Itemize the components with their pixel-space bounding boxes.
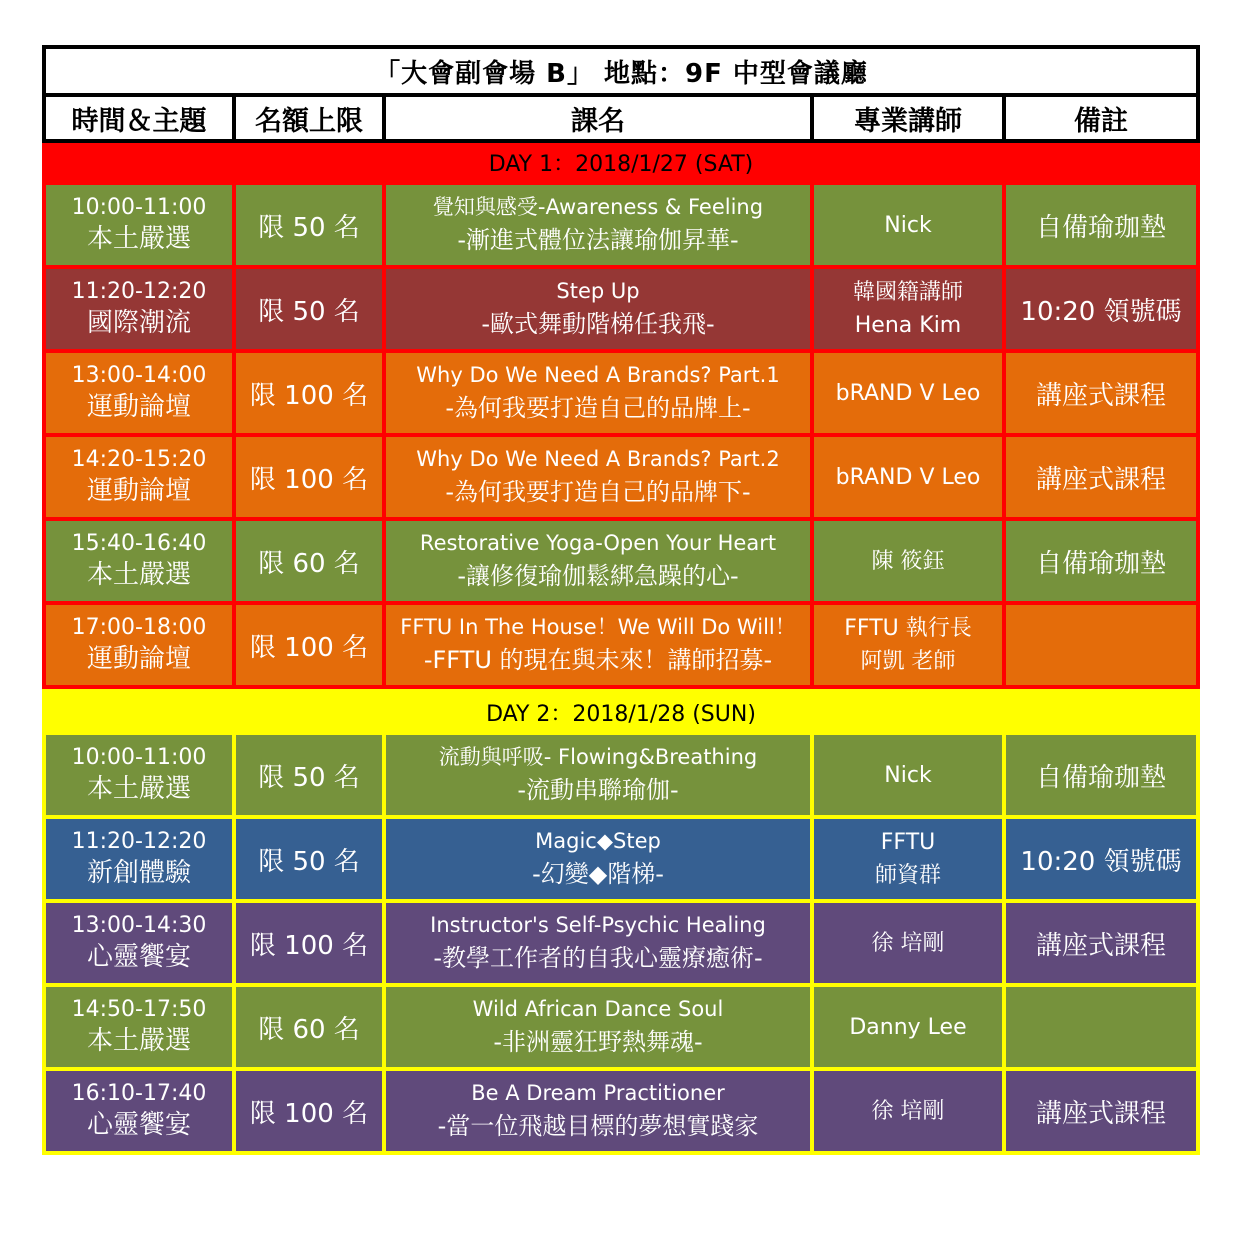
course-name: FFTU In The House！We Will Do Will！ — [400, 615, 796, 640]
day-section-2 — [44, 691, 1198, 1153]
session-limit: 限 100 名 — [234, 603, 384, 687]
session-time-topic-cell — [44, 901, 234, 985]
day-label: DAY 1：2018/1/27 (SAT) — [44, 141, 1198, 183]
session-time: 13:00-14:30 — [71, 912, 207, 938]
session-time-topic-cell — [44, 603, 234, 687]
teacher-line-1: Nick — [884, 762, 932, 788]
session-row — [44, 733, 1198, 817]
course-subtitle: -教學工作者的自我心靈療癒術- — [433, 943, 763, 972]
session-teacher-cell — [812, 183, 1004, 267]
session-note: 講座式課程 — [1004, 1069, 1198, 1153]
session-time: 16:10-17:40 — [71, 1080, 207, 1106]
session-note: 自備瑜珈墊 — [1004, 733, 1198, 817]
day-label: DAY 2：2018/1/28 (SUN) — [44, 691, 1198, 733]
teacher-line-1: 陳 筱鈺 — [871, 548, 945, 574]
session-time: 14:50-17:50 — [71, 996, 207, 1022]
course-name: 覺知與感受-Awareness & Feeling — [432, 195, 764, 220]
course-subtitle: -流動串聯瑜伽- — [517, 775, 679, 804]
course-subtitle: -為何我要打造自己的品牌上- — [445, 393, 751, 422]
session-topic: 本土嚴選 — [86, 224, 191, 255]
session-course-cell — [384, 519, 812, 603]
session-time-topic-cell — [44, 435, 234, 519]
session-time-topic-cell — [44, 519, 234, 603]
column-header-limit: 名額上限 — [234, 95, 384, 141]
venue-title: 「大會副會場 B」 地點：9F 中型會議廳 — [44, 47, 1198, 95]
day-section-1 — [44, 141, 1198, 691]
session-row — [44, 267, 1198, 351]
session-limit: 限 50 名 — [234, 183, 384, 267]
session-teacher-cell — [812, 1069, 1004, 1153]
day-header-row — [44, 691, 1198, 733]
course-subtitle: -非洲靈狂野熱舞魂- — [493, 1027, 703, 1056]
session-note: 講座式課程 — [1004, 901, 1198, 985]
session-time: 11:20-12:20 — [71, 828, 207, 854]
session-topic: 本土嚴選 — [86, 1026, 191, 1057]
course-subtitle: -當一位飛越目標的夢想實踐家 — [437, 1111, 759, 1140]
session-time: 10:00-11:00 — [71, 744, 207, 770]
session-topic: 心靈饗宴 — [86, 942, 191, 973]
session-limit: 限 100 名 — [234, 435, 384, 519]
teacher-line-1: FFTU — [880, 830, 936, 855]
course-subtitle: -為何我要打造自己的品牌下- — [445, 477, 751, 506]
session-teacher-cell — [812, 901, 1004, 985]
session-row — [44, 603, 1198, 687]
course-subtitle: -漸進式體位法讓瑜伽昇華- — [457, 225, 739, 254]
session-topic: 運動論壇 — [86, 644, 191, 675]
session-note: 10:20 領號碼 — [1004, 817, 1198, 901]
session-topic: 運動論壇 — [86, 392, 191, 423]
session-time: 15:40-16:40 — [71, 530, 207, 556]
session-time-topic-cell — [44, 183, 234, 267]
session-course-cell — [384, 603, 812, 687]
session-topic: 本土嚴選 — [86, 560, 191, 591]
teacher-line-1: 徐 培剛 — [871, 1098, 945, 1124]
session-course-cell — [384, 817, 812, 901]
course-name: Wild African Dance Soul — [472, 997, 724, 1022]
session-course-cell — [384, 733, 812, 817]
session-limit: 限 100 名 — [234, 1069, 384, 1153]
session-time: 14:20-15:20 — [71, 446, 207, 472]
session-time-topic-cell — [44, 985, 234, 1069]
column-header-course: 課名 — [384, 95, 812, 141]
session-note — [1004, 985, 1198, 1069]
session-teacher-cell — [812, 267, 1004, 351]
teacher-line-1: FFTU 執行長 — [844, 616, 972, 641]
session-note: 10:20 領號碼 — [1004, 267, 1198, 351]
teacher-line-1: bRAND V Leo — [835, 380, 981, 406]
session-time-topic-cell — [44, 351, 234, 435]
table-header — [44, 47, 1198, 141]
session-row — [44, 985, 1198, 1069]
session-limit: 限 100 名 — [234, 351, 384, 435]
session-teacher-cell — [812, 351, 1004, 435]
session-row — [44, 519, 1198, 603]
session-row — [44, 817, 1198, 901]
session-time: 13:00-14:00 — [71, 362, 207, 388]
session-note — [1004, 603, 1198, 687]
teacher-line-1: 徐 培剛 — [871, 930, 945, 956]
session-note: 自備瑜珈墊 — [1004, 183, 1198, 267]
column-headers — [44, 95, 1198, 141]
session-course-cell — [384, 985, 812, 1069]
session-topic: 心靈饗宴 — [86, 1110, 191, 1141]
schedule-table — [42, 45, 1200, 1155]
teacher-line-2: Hena Kim — [854, 313, 962, 338]
teacher-line-1: bRAND V Leo — [835, 464, 981, 490]
session-limit: 限 50 名 — [234, 817, 384, 901]
course-name: 流動與呼吸- Flowing&Breathing — [438, 745, 758, 770]
course-name: Instructor's Self-Psychic Healing — [430, 913, 766, 938]
teacher-line-2: 師資群 — [874, 863, 941, 888]
session-note: 講座式課程 — [1004, 435, 1198, 519]
session-limit: 限 100 名 — [234, 901, 384, 985]
session-limit: 限 50 名 — [234, 267, 384, 351]
session-time-topic-cell — [44, 733, 234, 817]
session-teacher-cell — [812, 733, 1004, 817]
session-time: 17:00-18:00 — [71, 614, 207, 640]
course-subtitle: -歐式舞動階梯任我飛- — [481, 309, 715, 338]
teacher-line-1: Nick — [884, 212, 932, 238]
session-time-topic-cell — [44, 1069, 234, 1153]
session-teacher-cell — [812, 985, 1004, 1069]
session-course-cell — [384, 435, 812, 519]
session-row — [44, 183, 1198, 267]
session-topic: 運動論壇 — [86, 476, 191, 507]
session-limit: 限 60 名 — [234, 985, 384, 1069]
course-subtitle: -讓修復瑜伽鬆綁急躁的心- — [457, 561, 739, 590]
column-header-time-topic: 時間＆主題 — [44, 95, 234, 141]
course-name: Restorative Yoga-Open Your Heart — [419, 531, 777, 556]
session-limit: 限 60 名 — [234, 519, 384, 603]
teacher-line-1: Danny Lee — [849, 1014, 967, 1040]
session-time-topic-cell — [44, 267, 234, 351]
session-row — [44, 901, 1198, 985]
course-name: Why Do We Need A Brands? Part.2 — [416, 447, 780, 472]
session-teacher-cell — [812, 603, 1004, 687]
schedule-sheet — [42, 45, 1196, 1155]
course-name: Magic◆Step — [535, 829, 661, 854]
course-subtitle: -幻變◆階梯- — [532, 859, 664, 888]
teacher-line-2: 阿凱 老師 — [860, 649, 956, 674]
column-header-note: 備註 — [1004, 95, 1198, 141]
session-course-cell — [384, 267, 812, 351]
session-note: 講座式課程 — [1004, 351, 1198, 435]
session-row — [44, 1069, 1198, 1153]
session-limit: 限 50 名 — [234, 733, 384, 817]
course-name: Why Do We Need A Brands? Part.1 — [416, 363, 780, 388]
session-course-cell — [384, 901, 812, 985]
session-teacher-cell — [812, 817, 1004, 901]
session-time-topic-cell — [44, 817, 234, 901]
session-course-cell — [384, 1069, 812, 1153]
session-course-cell — [384, 183, 812, 267]
session-course-cell — [384, 351, 812, 435]
course-name: Step Up — [556, 279, 640, 304]
session-topic: 國際潮流 — [86, 308, 191, 339]
column-header-teacher: 專業講師 — [812, 95, 1004, 141]
session-time: 10:00-11:00 — [71, 194, 207, 220]
session-row — [44, 435, 1198, 519]
teacher-line-1: 韓國籍講師 — [852, 280, 963, 305]
session-teacher-cell — [812, 435, 1004, 519]
course-subtitle: -FFTU 的現在與未來！講師招募- — [423, 645, 773, 674]
session-note: 自備瑜珈墊 — [1004, 519, 1198, 603]
session-row — [44, 351, 1198, 435]
course-name: Be A Dream Practitioner — [471, 1081, 725, 1106]
session-topic: 新創體驗 — [86, 858, 191, 889]
session-time: 11:20-12:20 — [71, 278, 207, 304]
session-topic: 本土嚴選 — [86, 774, 191, 805]
day-header-row — [44, 141, 1198, 183]
session-teacher-cell — [812, 519, 1004, 603]
